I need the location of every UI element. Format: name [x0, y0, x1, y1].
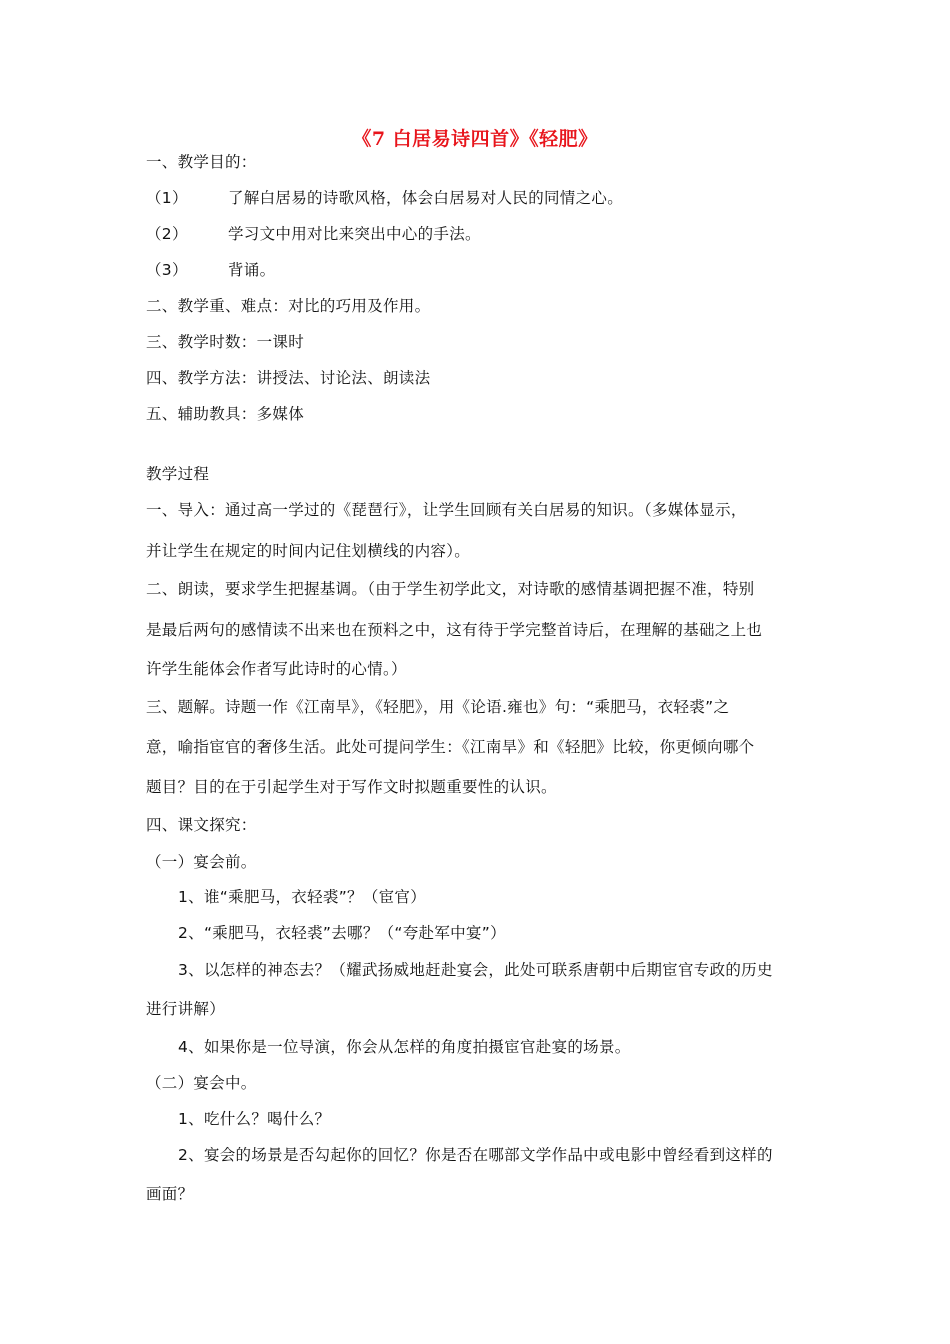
reading-line-3: 许学生能体会作者写此诗时的心情。）	[146, 660, 407, 678]
objective-text: 背诵。	[228, 261, 276, 279]
aids-line: 五、辅助教具：多媒体	[146, 405, 305, 423]
objective-number: （1）	[146, 189, 188, 207]
during-feast-heading: （二）宴会中。	[146, 1074, 257, 1092]
reading-line-2: 是最后两句的感情读不出来也在预料之中，这有待于学完整首诗后，在理解的基础之上也	[146, 621, 763, 639]
intro-line-1: 一、导入：通过高一学过的《琵琶行》，让学生回顾有关白居易的知识。（多媒体显示，	[146, 501, 747, 519]
title-explain-line-1: 三、题解。诗题一作《江南旱》，《轻肥》，用《论语.雍也》句：“乘肥马，衣轻裘”之	[146, 698, 730, 716]
document-title: 《7 白居易诗四首》《轻肥》	[352, 128, 598, 150]
class-hours-line: 三、教学时数：一课时	[146, 333, 305, 351]
objective-text: 了解白居易的诗歌风格，体会白居易对人民的同情之心。	[228, 189, 624, 207]
objective-item-1	[146, 188, 623, 208]
title-explain-line-3: 题目？目的在于引起学生对于写作文时拟题重要性的认识。	[146, 778, 557, 796]
process-heading: 教学过程	[146, 465, 210, 483]
objective-number: （3）	[146, 261, 188, 279]
before-feast-heading: （一）宴会前。	[146, 853, 257, 871]
objective-number: （2）	[146, 225, 188, 243]
intro-line-2: 并让学生在规定的时间内记住划横线的内容）。	[146, 542, 471, 560]
explore-heading: 四、课文探究：	[146, 816, 257, 834]
key-points-line: 二、教学重、难点：对比的巧用及作用。	[146, 297, 431, 315]
objectives-heading: 一、教学目的：	[146, 153, 257, 171]
before-feast-question-4: 4、如果你是一位导演，你会从怎样的角度拍摄宦官赴宴的场景。	[178, 1038, 631, 1056]
reading-line-1: 二、朗读，要求学生把握基调。（由于学生初学此文，对诗歌的感情基调把握不准，特别	[146, 580, 755, 598]
before-feast-question-3-cont: 进行讲解）	[146, 1000, 226, 1018]
before-feast-question-2: 2、“乘肥马，衣轻裘”去哪？（“夸赴军中宴”）	[178, 924, 506, 942]
objective-text: 学习文中用对比来突出中心的手法。	[228, 225, 481, 243]
before-feast-question-3: 3、以怎样的神态去？（耀武扬威地赶赴宴会，此处可联系唐朝中后期宦官专政的历史	[178, 961, 773, 979]
objective-item-2	[146, 224, 481, 244]
during-feast-question-1: 1、吃什么？喝什么？	[178, 1110, 331, 1128]
title-explain-line-2: 意，喻指宦官的奢侈生活。此处可提问学生：《江南旱》和《轻肥》比较，你更倾向哪个	[146, 738, 755, 756]
during-feast-question-2-cont: 画面？	[146, 1185, 194, 1203]
during-feast-question-2: 2、宴会的场景是否勾起你的回忆？你是否在哪部文学作品中或电影中曾经看到这样的	[178, 1146, 773, 1164]
before-feast-question-1: 1、谁“乘肥马，衣轻裘”？（宦官）	[178, 888, 427, 906]
methods-line: 四、教学方法：讲授法、讨论法、朗读法	[146, 369, 431, 387]
objective-item-3	[146, 260, 275, 280]
